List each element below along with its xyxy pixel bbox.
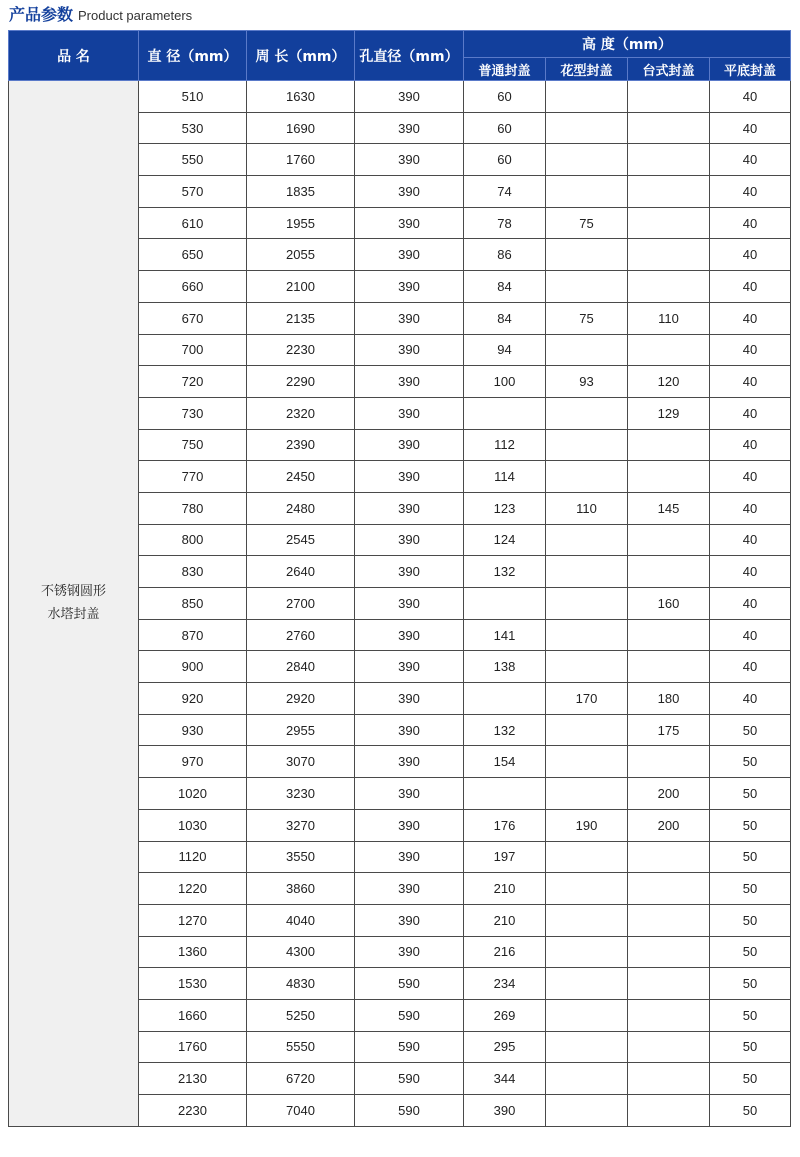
height-platform-cell (628, 81, 710, 113)
height-flower-cell: 190 (546, 809, 628, 841)
height-flat-cell: 50 (710, 778, 791, 810)
perimeter-cell: 2290 (247, 366, 355, 398)
height-platform-cell (628, 144, 710, 176)
height-standard-cell: 390 (464, 1095, 546, 1127)
header-product-name: 品 名 (9, 31, 139, 81)
height-standard-cell (464, 778, 546, 810)
height-flower-cell (546, 239, 628, 271)
height-platform-cell (628, 461, 710, 493)
height-flower-cell (546, 588, 628, 620)
perimeter-cell: 4300 (247, 936, 355, 968)
perimeter-cell: 2100 (247, 271, 355, 303)
diameter-cell: 770 (139, 461, 247, 493)
height-platform-cell (628, 936, 710, 968)
height-standard-cell: 132 (464, 714, 546, 746)
perimeter-cell: 3230 (247, 778, 355, 810)
hole-diameter-cell: 390 (355, 904, 464, 936)
height-standard-cell: 114 (464, 461, 546, 493)
height-flat-cell: 50 (710, 904, 791, 936)
diameter-cell: 870 (139, 619, 247, 651)
hole-diameter-cell: 390 (355, 461, 464, 493)
perimeter-cell: 1760 (247, 144, 355, 176)
height-platform-cell (628, 112, 710, 144)
perimeter-cell: 2700 (247, 588, 355, 620)
hole-diameter-cell: 390 (355, 334, 464, 366)
height-platform-cell: 145 (628, 492, 710, 524)
hole-diameter-cell: 390 (355, 207, 464, 239)
header-height: 高 度（mm） (464, 31, 791, 58)
perimeter-cell: 2955 (247, 714, 355, 746)
perimeter-cell: 1835 (247, 176, 355, 208)
height-platform-cell (628, 556, 710, 588)
height-platform-cell (628, 524, 710, 556)
perimeter-cell: 2640 (247, 556, 355, 588)
perimeter-cell: 2480 (247, 492, 355, 524)
height-flat-cell: 40 (710, 556, 791, 588)
height-flat-cell: 50 (710, 714, 791, 746)
height-flower-cell (546, 746, 628, 778)
height-flat-cell: 40 (710, 271, 791, 303)
height-flat-cell: 40 (710, 492, 791, 524)
hole-diameter-cell: 390 (355, 873, 464, 905)
page-title-en: Product parameters (78, 8, 193, 23)
diameter-cell: 1120 (139, 841, 247, 873)
perimeter-cell: 2320 (247, 397, 355, 429)
hole-diameter-cell: 390 (355, 397, 464, 429)
page-title-cn: 产品参数 (9, 5, 74, 24)
header-height-flat: 平底封盖 (710, 58, 791, 81)
height-flat-cell: 40 (710, 524, 791, 556)
header-diameter: 直 径（mm） (139, 31, 247, 81)
hole-diameter-cell: 390 (355, 524, 464, 556)
height-flower-cell (546, 271, 628, 303)
hole-diameter-cell: 390 (355, 619, 464, 651)
header-height-flower: 花型封盖 (546, 58, 628, 81)
perimeter-cell: 2390 (247, 429, 355, 461)
hole-diameter-cell: 590 (355, 1031, 464, 1063)
hole-diameter-cell: 390 (355, 271, 464, 303)
height-flat-cell: 40 (710, 112, 791, 144)
height-platform-cell (628, 619, 710, 651)
height-flat-cell: 50 (710, 1063, 791, 1095)
perimeter-cell: 7040 (247, 1095, 355, 1127)
product-parameters-table (8, 30, 791, 1127)
height-standard-cell: 86 (464, 239, 546, 271)
perimeter-cell: 2450 (247, 461, 355, 493)
height-flower-cell (546, 144, 628, 176)
diameter-cell: 920 (139, 683, 247, 715)
perimeter-cell: 5550 (247, 1031, 355, 1063)
height-standard-cell: 138 (464, 651, 546, 683)
height-flower-cell: 93 (546, 366, 628, 398)
header-height-platform: 台式封盖 (628, 58, 710, 81)
perimeter-cell: 4040 (247, 904, 355, 936)
page-title (9, 2, 192, 26)
hole-diameter-cell: 390 (355, 651, 464, 683)
perimeter-cell: 3550 (247, 841, 355, 873)
height-flat-cell: 40 (710, 461, 791, 493)
height-standard-cell: 124 (464, 524, 546, 556)
hole-diameter-cell: 390 (355, 81, 464, 113)
diameter-cell: 830 (139, 556, 247, 588)
height-standard-cell: 197 (464, 841, 546, 873)
height-standard-cell: 132 (464, 556, 546, 588)
hole-diameter-cell: 390 (355, 841, 464, 873)
height-standard-cell: 74 (464, 176, 546, 208)
hole-diameter-cell: 390 (355, 778, 464, 810)
hole-diameter-cell: 590 (355, 1095, 464, 1127)
height-flower-cell (546, 936, 628, 968)
diameter-cell: 670 (139, 302, 247, 334)
diameter-cell: 570 (139, 176, 247, 208)
height-flower-cell (546, 714, 628, 746)
height-flower-cell (546, 778, 628, 810)
height-flat-cell: 40 (710, 207, 791, 239)
diameter-cell: 610 (139, 207, 247, 239)
height-flat-cell: 40 (710, 239, 791, 271)
header-height-standard: 普通封盖 (464, 58, 546, 81)
diameter-cell: 1270 (139, 904, 247, 936)
height-standard-cell (464, 397, 546, 429)
height-standard-cell: 344 (464, 1063, 546, 1095)
height-flat-cell: 40 (710, 397, 791, 429)
height-flower-cell (546, 176, 628, 208)
height-platform-cell (628, 999, 710, 1031)
product-name-line: 不锈钢圆形 (40, 584, 106, 600)
height-platform-cell (628, 334, 710, 366)
product-name-line: 水塔封盖 (47, 607, 100, 623)
height-standard-cell: 78 (464, 207, 546, 239)
height-standard-cell: 210 (464, 904, 546, 936)
diameter-cell: 530 (139, 112, 247, 144)
table-row (9, 81, 791, 113)
height-platform-cell: 200 (628, 778, 710, 810)
height-flat-cell: 50 (710, 873, 791, 905)
diameter-cell: 970 (139, 746, 247, 778)
height-platform-cell (628, 651, 710, 683)
hole-diameter-cell: 390 (355, 144, 464, 176)
height-flower-cell: 75 (546, 302, 628, 334)
hole-diameter-cell: 390 (355, 714, 464, 746)
height-platform-cell (628, 746, 710, 778)
hole-diameter-cell: 390 (355, 556, 464, 588)
hole-diameter-cell: 390 (355, 429, 464, 461)
hole-diameter-cell: 590 (355, 1063, 464, 1095)
perimeter-cell: 3270 (247, 809, 355, 841)
diameter-cell: 1030 (139, 809, 247, 841)
height-platform-cell: 200 (628, 809, 710, 841)
diameter-cell: 850 (139, 588, 247, 620)
height-platform-cell (628, 1031, 710, 1063)
height-flat-cell: 50 (710, 999, 791, 1031)
height-flower-cell (546, 112, 628, 144)
hole-diameter-cell: 390 (355, 112, 464, 144)
height-flower-cell (546, 841, 628, 873)
height-flat-cell: 40 (710, 366, 791, 398)
height-standard-cell: 154 (464, 746, 546, 778)
height-flat-cell: 40 (710, 334, 791, 366)
height-flat-cell: 50 (710, 809, 791, 841)
perimeter-cell: 2840 (247, 651, 355, 683)
height-standard-cell: 60 (464, 81, 546, 113)
height-standard-cell: 123 (464, 492, 546, 524)
hole-diameter-cell: 390 (355, 302, 464, 334)
height-flower-cell: 75 (546, 207, 628, 239)
height-platform-cell (628, 873, 710, 905)
height-standard-cell: 60 (464, 112, 546, 144)
height-flower-cell (546, 81, 628, 113)
diameter-cell: 930 (139, 714, 247, 746)
perimeter-cell: 2920 (247, 683, 355, 715)
hole-diameter-cell: 390 (355, 936, 464, 968)
height-standard-cell: 84 (464, 271, 546, 303)
hole-diameter-cell: 390 (355, 176, 464, 208)
height-flower-cell (546, 461, 628, 493)
height-flat-cell: 40 (710, 429, 791, 461)
height-flower-cell (546, 397, 628, 429)
hole-diameter-cell: 390 (355, 683, 464, 715)
height-flat-cell: 40 (710, 683, 791, 715)
height-flat-cell: 40 (710, 144, 791, 176)
perimeter-cell: 5250 (247, 999, 355, 1031)
perimeter-cell: 6720 (247, 1063, 355, 1095)
diameter-cell: 750 (139, 429, 247, 461)
hole-diameter-cell: 590 (355, 968, 464, 1000)
diameter-cell: 800 (139, 524, 247, 556)
height-standard-cell (464, 683, 546, 715)
height-standard-cell: 100 (464, 366, 546, 398)
height-flat-cell: 50 (710, 1031, 791, 1063)
perimeter-cell: 2135 (247, 302, 355, 334)
height-flower-cell (546, 1031, 628, 1063)
perimeter-cell: 2230 (247, 334, 355, 366)
height-standard-cell: 216 (464, 936, 546, 968)
hole-diameter-cell: 390 (355, 239, 464, 271)
hole-diameter-cell: 590 (355, 999, 464, 1031)
height-flat-cell: 40 (710, 588, 791, 620)
height-platform-cell: 180 (628, 683, 710, 715)
hole-diameter-cell: 390 (355, 588, 464, 620)
height-flower-cell (546, 999, 628, 1031)
height-flat-cell: 40 (710, 81, 791, 113)
height-flat-cell: 40 (710, 619, 791, 651)
height-platform-cell: 160 (628, 588, 710, 620)
diameter-cell: 1360 (139, 936, 247, 968)
height-flower-cell: 110 (546, 492, 628, 524)
height-flat-cell: 50 (710, 968, 791, 1000)
hole-diameter-cell: 390 (355, 746, 464, 778)
perimeter-cell: 3860 (247, 873, 355, 905)
height-standard-cell: 269 (464, 999, 546, 1031)
height-flat-cell: 40 (710, 176, 791, 208)
hole-diameter-cell: 390 (355, 492, 464, 524)
height-flower-cell (546, 904, 628, 936)
height-flower-cell (546, 651, 628, 683)
height-standard-cell: 234 (464, 968, 546, 1000)
height-standard-cell (464, 588, 546, 620)
height-flat-cell: 50 (710, 746, 791, 778)
diameter-cell: 2130 (139, 1063, 247, 1095)
perimeter-cell: 2760 (247, 619, 355, 651)
diameter-cell: 1220 (139, 873, 247, 905)
height-flat-cell: 50 (710, 1095, 791, 1127)
diameter-cell: 650 (139, 239, 247, 271)
diameter-cell: 2230 (139, 1095, 247, 1127)
height-standard-cell: 60 (464, 144, 546, 176)
height-platform-cell (628, 841, 710, 873)
perimeter-cell: 4830 (247, 968, 355, 1000)
perimeter-cell: 3070 (247, 746, 355, 778)
height-platform-cell (628, 271, 710, 303)
height-flower-cell (546, 873, 628, 905)
height-flower-cell (546, 429, 628, 461)
diameter-cell: 720 (139, 366, 247, 398)
perimeter-cell: 1630 (247, 81, 355, 113)
height-platform-cell: 110 (628, 302, 710, 334)
hole-diameter-cell: 390 (355, 809, 464, 841)
perimeter-cell: 2055 (247, 239, 355, 271)
perimeter-cell: 1690 (247, 112, 355, 144)
height-platform-cell: 120 (628, 366, 710, 398)
table-header (9, 31, 791, 81)
height-platform-cell (628, 429, 710, 461)
height-flower-cell: 170 (546, 683, 628, 715)
header-hole-diameter: 孔直径（mm） (355, 31, 464, 81)
height-standard-cell: 112 (464, 429, 546, 461)
height-flower-cell (546, 524, 628, 556)
height-platform-cell (628, 1095, 710, 1127)
diameter-cell: 1020 (139, 778, 247, 810)
height-flat-cell: 50 (710, 841, 791, 873)
height-standard-cell: 141 (464, 619, 546, 651)
height-standard-cell: 84 (464, 302, 546, 334)
diameter-cell: 730 (139, 397, 247, 429)
diameter-cell: 1530 (139, 968, 247, 1000)
height-platform-cell (628, 904, 710, 936)
diameter-cell: 780 (139, 492, 247, 524)
height-flower-cell (546, 556, 628, 588)
height-flower-cell (546, 968, 628, 1000)
table-body (9, 81, 791, 1127)
height-flower-cell (546, 334, 628, 366)
height-standard-cell: 210 (464, 873, 546, 905)
height-flower-cell (546, 619, 628, 651)
height-standard-cell: 94 (464, 334, 546, 366)
diameter-cell: 1660 (139, 999, 247, 1031)
height-standard-cell: 295 (464, 1031, 546, 1063)
perimeter-cell: 1955 (247, 207, 355, 239)
height-platform-cell (628, 968, 710, 1000)
diameter-cell: 900 (139, 651, 247, 683)
diameter-cell: 1760 (139, 1031, 247, 1063)
diameter-cell: 660 (139, 271, 247, 303)
height-flat-cell: 40 (710, 302, 791, 334)
height-platform-cell (628, 239, 710, 271)
diameter-cell: 550 (139, 144, 247, 176)
height-platform-cell (628, 176, 710, 208)
height-platform-cell (628, 1063, 710, 1095)
height-platform-cell (628, 207, 710, 239)
diameter-cell: 700 (139, 334, 247, 366)
height-platform-cell: 175 (628, 714, 710, 746)
height-flower-cell (546, 1063, 628, 1095)
height-standard-cell: 176 (464, 809, 546, 841)
product-name-cell (9, 81, 139, 1127)
height-flat-cell: 50 (710, 936, 791, 968)
hole-diameter-cell: 390 (355, 366, 464, 398)
height-flower-cell (546, 1095, 628, 1127)
header-perimeter: 周 长（mm） (247, 31, 355, 81)
header-row-primary (9, 31, 791, 58)
perimeter-cell: 2545 (247, 524, 355, 556)
height-flat-cell: 40 (710, 651, 791, 683)
diameter-cell: 510 (139, 81, 247, 113)
height-platform-cell: 129 (628, 397, 710, 429)
